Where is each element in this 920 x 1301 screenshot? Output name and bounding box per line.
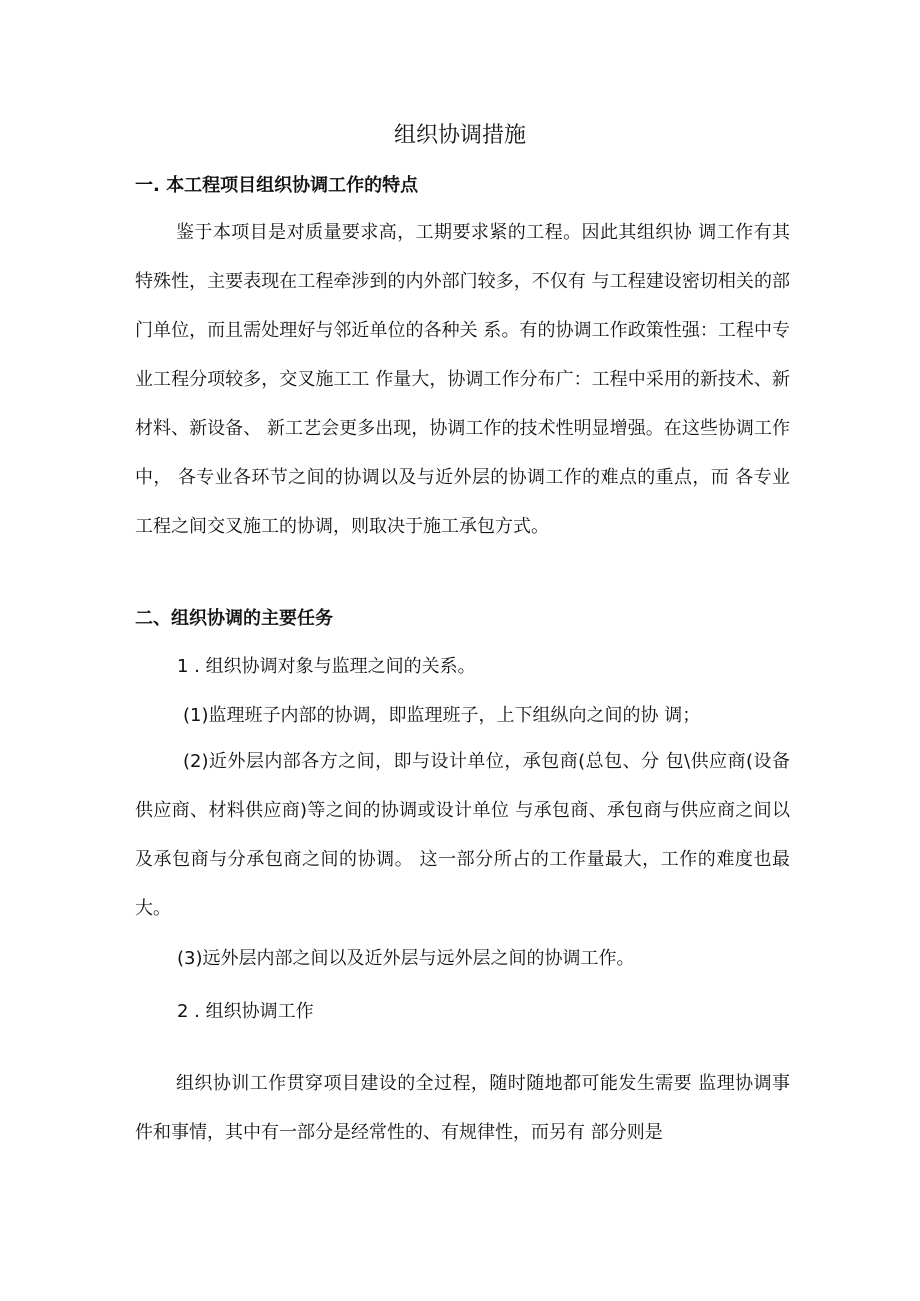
section2-heading: 二、组织协调的主要任务 xyxy=(135,608,333,629)
item1-text: 1 . 组织协调对象与监理之间的关系。 xyxy=(177,656,476,677)
section1-heading: 一. 本工程项目组织协调工作的特点 xyxy=(135,175,419,196)
sub-item2-paragraph: (2)近外层内部各方之间，即与设计单位，承包商(总包、分 包\供应商(设备供应商、材料供应商)等之间的协调或设计单位 与承包商、承包商与供应商之间以及承包商与分承包商之间的协调。 这一部分所占的工作量最大，工作的难度也最大。 xyxy=(135,751,790,919)
sub-item1-text: (1)监理班子内部的协调，即监理班子，上下组纵向之间的协 调； xyxy=(183,705,701,726)
document-title: 组织协调措施 xyxy=(393,123,526,148)
item2-text: 2 . 组织协调工作 xyxy=(177,1001,314,1022)
sub-item3-text: (3)远外层内部之间以及近外层与远外层之间的协调工作。 xyxy=(177,948,635,969)
section1-paragraph: 鉴于本项目是对质量要求高，工期要求紧的工程。因此其组织协 调工作有其特殊性，主要表现在工程牵涉到的内外部门较多，不仅有 与工程建设密切相关的部门单位，而且需处理好与邻近单位的各种关 系。有的协调工作政策性强：工程中专业工程分项较多，交叉施工工 作量大，协调工作分布广：工程中采用的新技术、新材料、新设备、 新工艺会更多出现，协调工作的技术性明显增强。在这些协调工作中， 各专业各环节之间的协调以及与近外层的协调工作的难点的重点，而 各专业工程之间交叉施工的协调，则取决于施工承包方式。 xyxy=(135,222,790,537)
section2-paragraph2: 组织协训工作贯穿项目建设的全过程，随时随地都可能发生需要 监理协调事件和事情，其中有一部分是经常性的、有规律性，而另有 部分则是 xyxy=(135,1073,790,1143)
